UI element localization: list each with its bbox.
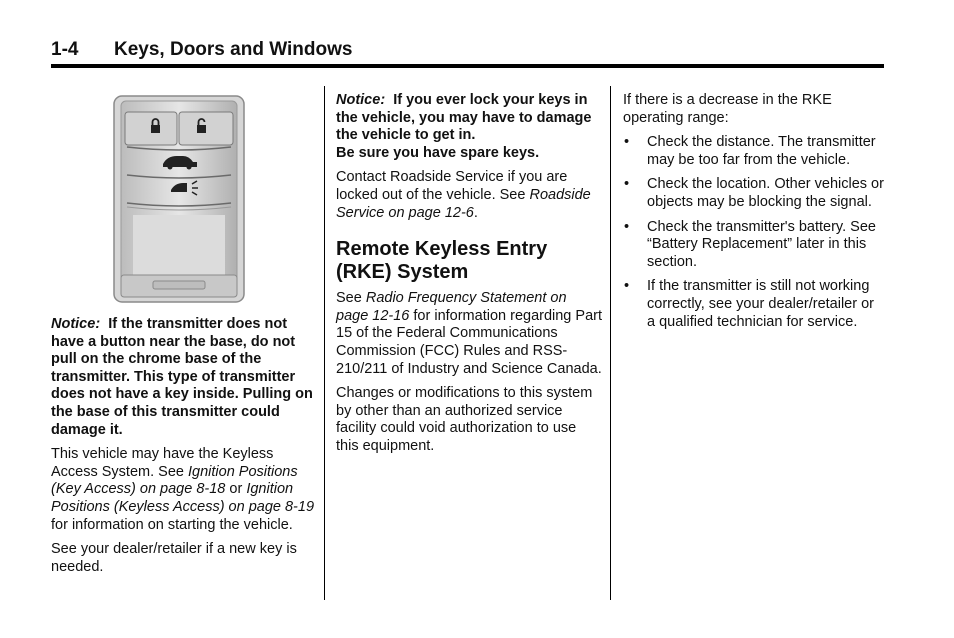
text: See <box>336 290 366 307</box>
column-divider <box>610 86 611 600</box>
bullet: • <box>624 278 630 295</box>
list-item-text: If the transmitter is still not working correctly, see your dealer/retailer or a qualified technician for service. <box>647 278 874 330</box>
notice-label: Notice: <box>336 92 386 108</box>
bullet-list <box>623 134 884 331</box>
paragraph: Changes or modifications to this system by other than an authorized service facility could void authorization to use this equipment. <box>336 385 593 454</box>
list-item-text: Check the transmitter's battery. See “Battery Replacement” later in this section. <box>647 218 876 270</box>
text: or <box>225 481 247 498</box>
paragraph <box>336 290 602 378</box>
column-2 <box>336 92 602 463</box>
list-item-text: Check the location. Other vehicles or objects may be blocking the signal. <box>647 176 884 210</box>
column-1 <box>51 316 317 583</box>
section-heading: Remote Keyless Entry (RKE) System <box>336 238 548 284</box>
bullet: • <box>624 134 630 151</box>
column-divider <box>324 86 325 600</box>
list-item <box>623 134 884 169</box>
cross-reference-link[interactable]: Roadside Service on page 12-6 <box>336 186 591 221</box>
page-number: 1-4 <box>51 39 79 60</box>
paragraph: See your dealer/retailer if a new key is needed. <box>51 541 297 575</box>
text: for information regarding Part 15 of the Federal Communications Commission (FCC) Rules and RSS-210/211 of Industry and Science Canada. <box>336 307 602 377</box>
notice-paragraph <box>336 92 602 162</box>
cross-reference-link[interactable]: Ignition Positions (Keyless Access) on page 8-19 <box>51 481 315 515</box>
paragraph: If there is a decrease in the RKE operating range: <box>623 92 832 126</box>
column-3 <box>623 92 884 338</box>
text: Contact Roadside Service if you are locked out of the vehicle. See <box>336 169 568 203</box>
list-item <box>623 278 884 331</box>
list-item <box>623 176 884 211</box>
notice-text: Be sure you have spare keys. <box>336 144 540 161</box>
bullet: • <box>624 176 630 193</box>
notice-text: If the transmitter does not have a button near the base, do not pull on the chrome base of the transmitter. This type of transmitter does not have a key inside. Pulling on the base of this transmitter could damage it. <box>51 316 313 438</box>
text: . <box>473 204 478 221</box>
key-fob-illustration <box>113 95 245 303</box>
section-title: Keys, Doors and Windows <box>114 39 353 60</box>
paragraph <box>51 446 317 534</box>
paragraph <box>336 169 602 222</box>
list-item <box>623 219 884 272</box>
page-header <box>51 38 884 68</box>
text: for information on starting the vehicle. <box>51 516 293 533</box>
list-item-text: Check the distance. The transmitter may be too far from the vehicle. <box>647 134 876 168</box>
notice-label: Notice: <box>51 316 101 332</box>
notice-text: If you ever lock your keys in the vehicle, you may have to damage the vehicle to get in. <box>336 92 592 144</box>
cross-reference-link[interactable]: Radio Frequency Statement on page 12-16 <box>336 290 567 324</box>
notice-paragraph <box>51 316 317 439</box>
bullet: • <box>624 218 630 235</box>
cross-reference-link[interactable]: Ignition Positions (Key Access) on page 8-18 <box>51 463 298 498</box>
text: This vehicle may have the Keyless Access System. See <box>51 446 274 480</box>
